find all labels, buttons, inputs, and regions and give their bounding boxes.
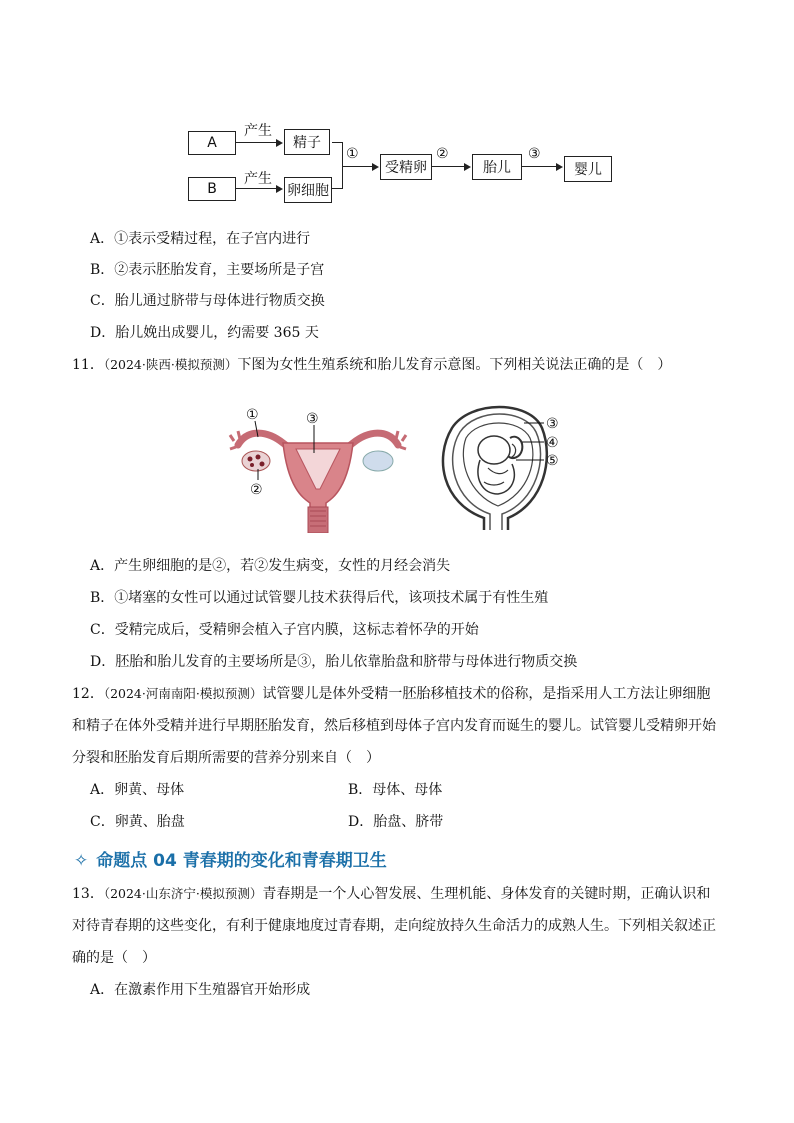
arrow-2-line xyxy=(432,166,464,167)
arrow-b-line xyxy=(236,188,276,189)
q12-option-a: A．卵黄、母体 xyxy=(90,782,185,798)
arrow-a-line xyxy=(236,142,276,143)
q12-option-d: D．胎盘、脐带 xyxy=(348,814,444,830)
q12-option-c: C．卵黄、胎盘 xyxy=(90,814,185,830)
arrow-b-head xyxy=(276,185,283,193)
zygote-box: 受精卵 xyxy=(380,154,432,180)
q13-number: 13． xyxy=(72,886,104,902)
section-heading xyxy=(74,846,387,871)
step-3-label: ③ xyxy=(528,146,541,162)
arrow-3-head xyxy=(556,163,563,171)
left-label-3: ③ xyxy=(306,411,319,427)
q10-option-b: B．②表示胚胎发育，主要场所是子宫 xyxy=(90,262,325,278)
q13-line-1 xyxy=(72,884,710,904)
baby-box: 婴儿 xyxy=(564,156,612,182)
egg-box: 卵细胞 xyxy=(284,177,332,203)
join-bottom xyxy=(332,188,342,189)
step-1-label: ① xyxy=(346,146,359,162)
fetus-box: 胎儿 xyxy=(472,154,522,180)
q11-source: （2024·陕西·模拟预测） xyxy=(103,357,238,372)
section-title: 命题点 04 青春期的变化和青春期卫生 xyxy=(96,851,387,871)
q10-option-d: D．胎儿娩出成婴儿，约需要 365 天 xyxy=(90,325,319,341)
q12-number: 12． xyxy=(72,686,104,702)
q10-option-c: C．胎儿通过脐带与母体进行物质交换 xyxy=(90,293,325,309)
produce-label-2: 产生 xyxy=(244,171,272,187)
q12-text-1: 试管婴儿是体外受精一胚胎移植技术的俗称，是指采用人工方法让卵细胞 xyxy=(262,686,711,702)
arrow-1-head xyxy=(372,163,379,171)
q11-option-c: C．受精完成后，受精卵会植入子宫内膜，这标志着怀孕的开始 xyxy=(90,622,479,638)
fetus-illustration xyxy=(432,398,568,534)
box-a: A xyxy=(188,131,236,155)
q11-number: 11． xyxy=(72,357,104,373)
box-b: B xyxy=(188,177,236,201)
right-label-5: ⑤ xyxy=(546,453,559,469)
sperm-box: 精子 xyxy=(284,129,330,155)
arrow-1-line xyxy=(342,166,372,167)
q12-source: （2024·河南南阳·模拟预测） xyxy=(103,686,263,701)
q11-stem xyxy=(72,355,671,375)
left-label-2: ② xyxy=(250,482,263,498)
q10-option-a: A．①表示受精过程，在子宫内进行 xyxy=(90,231,311,247)
q11-text: 下图为女性生殖系统和胎儿发育示意图。下列相关说法正确的是（ ） xyxy=(237,357,672,373)
right-label-3: ③ xyxy=(546,416,559,432)
q13-text-1: 青春期是一个人心智发展、生理机能、身体发育的关键时期，正确认识和 xyxy=(262,886,711,902)
q13-line-2: 对待青春期的这些变化，有利于健康地度过青春期，走向绽放持久生命活力的成熟人生。下列相关叙述正 xyxy=(72,918,716,934)
q11-option-d: D．胚胎和胎儿发育的主要场所是③，胎儿依靠胎盘和脐带与母体进行物质交换 xyxy=(90,654,578,670)
q11-option-a: A．产生卵细胞的是②，若②发生病变，女性的月经会消失 xyxy=(90,558,451,574)
q12-line-2: 和精子在体外受精并进行早期胚胎发育，然后移植到母体子宫内发育而诞生的婴儿。试管婴儿受精卵开始 xyxy=(72,718,716,734)
left-label-1: ① xyxy=(246,407,259,423)
q13-option-a: A．在激素作用下生殖器官开始形成 xyxy=(90,982,311,998)
female-reproductive-system-figure xyxy=(228,403,408,533)
q12-option-b: B．母体、母体 xyxy=(348,782,443,798)
right-label-4: ④ xyxy=(546,435,559,451)
q13-line-3: 确的是（ ） xyxy=(72,950,156,966)
arrow-2-head xyxy=(464,163,471,171)
q11-option-b: B．①堵塞的女性可以通过试管婴儿技术获得后代，该项技术属于有性生殖 xyxy=(90,590,549,606)
diamond-star-icon: ✧ xyxy=(74,851,89,871)
arrow-a-head xyxy=(276,139,283,147)
q12-line-3: 分裂和胚胎发育后期所需要的营养分别来自（ ） xyxy=(72,750,380,766)
fetal-development-figure xyxy=(432,398,568,534)
produce-label-1: 产生 xyxy=(244,123,272,139)
uterus-illustration xyxy=(228,403,408,533)
q13-source: （2024·山东济宁·模拟预测） xyxy=(103,886,263,901)
join-top xyxy=(332,142,342,143)
step-2-label: ② xyxy=(436,146,449,162)
arrow-3-line xyxy=(522,166,556,167)
q12-line-1 xyxy=(72,684,710,704)
reproduction-flow-diagram xyxy=(186,124,616,214)
